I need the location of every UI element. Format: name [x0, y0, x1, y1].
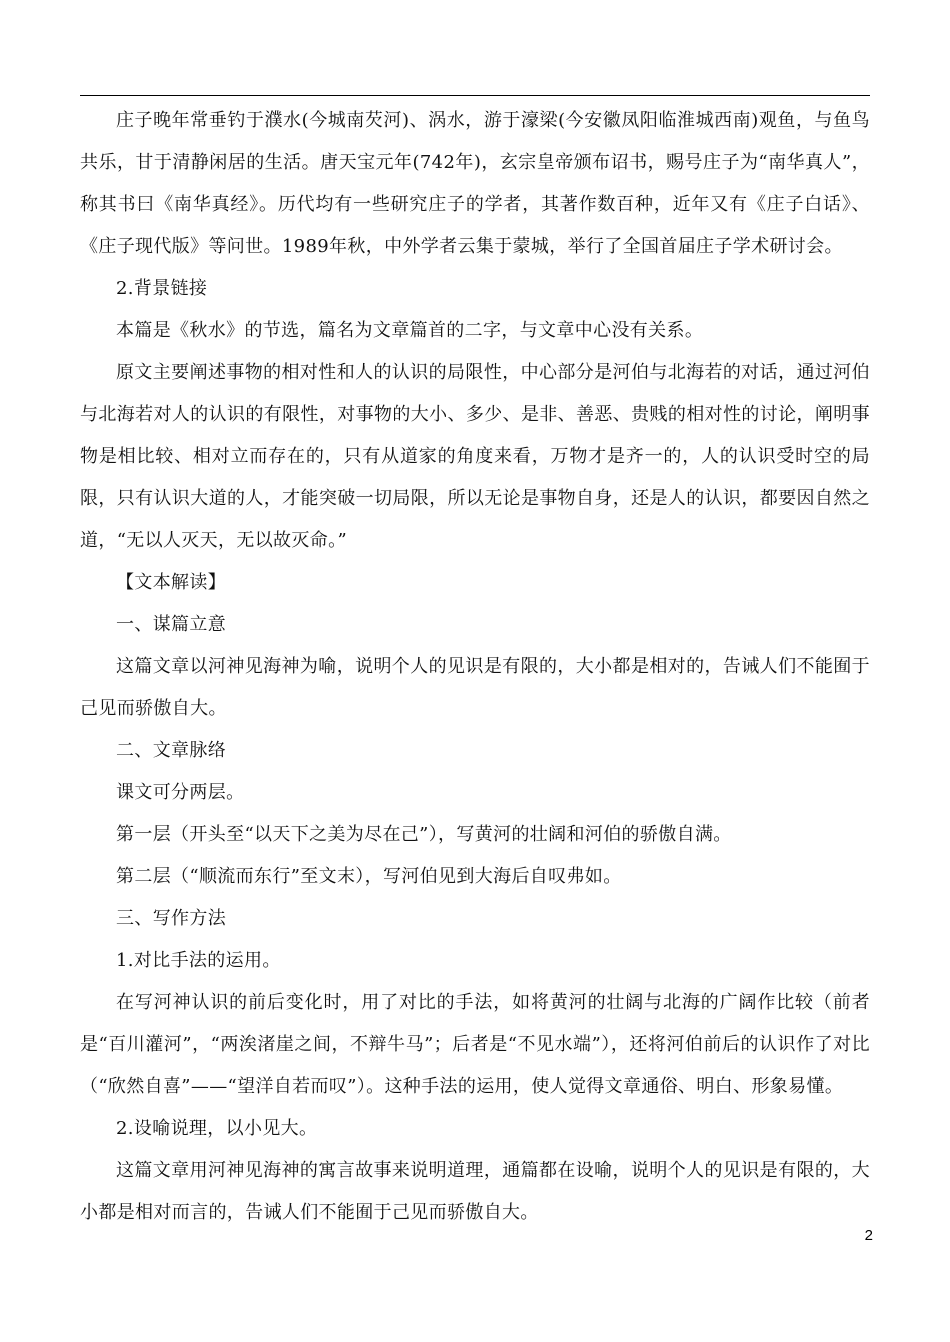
heading-metaphor: 2.设喻说理，以小见大。: [116, 1118, 318, 1139]
header-rule: [80, 95, 870, 96]
paragraph-original-summary: 原文主要阐述事物的相对性和人的认识的局限性，中心部分是河伯与北海若的对话，通过河伯与北海若对人的认识的有限性，对事物的大小、多少、是非、善恶、贵贱的相对性的讨论，阐明事物是相比较、相对立而存在的，只有从道家的角度来看，万物才是齐一的，人的认识受时空的局限，只有认识大道的人，才能突破一切局限，所以无论是事物自身，还是人的认识，都要因自然之道，“无以人灭天，无以故灭命。”: [80, 362, 870, 551]
heading-theme: 一、谋篇立意: [116, 614, 227, 635]
body-text: [80, 100, 870, 1234]
paragraph-biography: 庄子晚年常垂钓于濮水(今城南芡河)、涡水，游于濠梁(今安徽凤阳临淮城西南)观鱼，与鱼鸟共乐，甘于清静闲居的生活。唐天宝元年(742年)，玄宗皇帝颁布诏书，赐号庄子为“南华真人”，称其书曰《南华真经》。历代均有一些研究庄子的学者，其著作数百种，近年又有《庄子白话》、《庄子现代版》等问世。1989年秋，中外学者云集于蒙城，举行了全国首届庄子学术研讨会。: [80, 110, 870, 257]
paragraph-selection-note: 本篇是《秋水》的节选，篇名为文章篇首的二字，与文章中心没有关系。: [116, 320, 704, 341]
paragraph-layer-one: 第一层（开头至“以天下之美为尽在己”），写黄河的壮阔和河伯的骄傲自满。: [116, 824, 732, 845]
heading-contrast: 1.对比手法的运用。: [116, 950, 281, 971]
paragraph-structure-intro: 课文可分两层。: [116, 782, 245, 803]
paragraph-layer-two: 第二层（“顺流而东行”至文末），写河伯见到大海后自叹弗如。: [116, 866, 622, 887]
paragraph-metaphor: 这篇文章用河神见海神的寓言故事来说明道理，通篇都在设喻，说明个人的见识是有限的，大小都是相对而言的，告诫人们不能囿于己见而骄傲自大。: [80, 1160, 870, 1223]
paragraph-theme: 这篇文章以河神见海神为喻，说明个人的见识是有限的，大小都是相对的，告诫人们不能囿于己见而骄傲自大。: [80, 656, 870, 719]
heading-writing-methods: 三、写作方法: [116, 908, 227, 929]
heading-text-interpretation: 【文本解读】: [116, 572, 227, 593]
paragraph-contrast: 在写河神认识的前后变化时，用了对比的手法，如将黄河的壮阔与北海的广阔作比较（前者是“百川灌河”，“两涘渚崖之间，不辩牛马”；后者是“不见水端”），还将河伯前后的认识作了对比（“欣然自喜”——“望洋自若而叹”）。这种手法的运用，使人觉得文章通俗、明白、形象易懂。: [80, 992, 870, 1097]
heading-background-link: 2.背景链接: [116, 278, 208, 299]
heading-structure: 二、文章脉络: [116, 740, 227, 761]
page-number: 2: [864, 1227, 873, 1244]
